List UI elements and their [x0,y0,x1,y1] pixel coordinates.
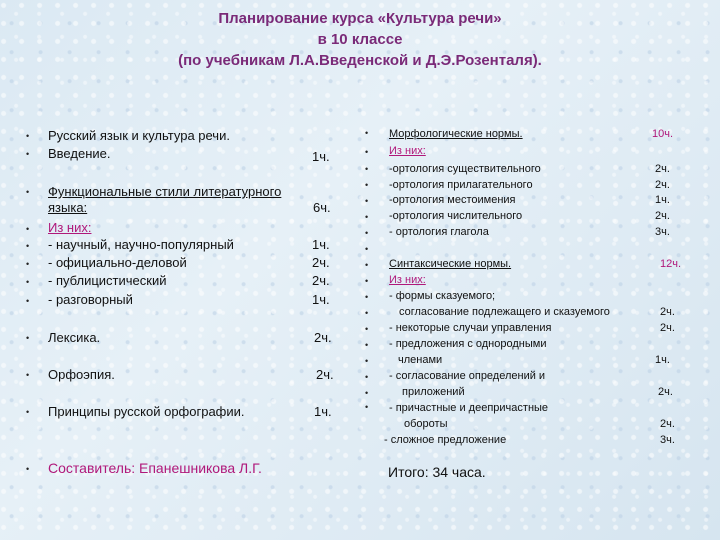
morph-item-4: -ортология числительного [389,210,523,222]
orfoepia-hours: 2ч. [316,367,334,382]
syntax-hours-4: 2ч. [658,386,673,398]
morph-item-2-hours: 2ч. [655,179,670,191]
page-title [0,8,720,71]
lexika-hours: 2ч. [314,330,332,345]
author: Составитель: Епанешникова Л.Г. [48,460,262,476]
bullet-icon: • [365,356,369,366]
bullet-icon: • [365,164,369,174]
syntax-line-6: - согласование определений и [389,370,546,382]
style-item-1: - научный, научно-популярный [48,237,234,252]
total: Итого: 34 часа. [388,464,486,480]
morph-item-3-hours: 1ч. [655,194,670,206]
syntax-hours-6: 3ч. [660,434,675,446]
bullet-icon: • [365,372,369,382]
morph-heading: Морфологические нормы. [389,128,523,140]
syntax-line-10: - сложное предложение [384,434,507,446]
bullet-icon: • [26,259,30,269]
syntax-hours-2: 2ч. [660,322,675,334]
syntax-heading: Синтаксические нормы. [389,258,512,270]
bullet-icon: • [26,149,30,159]
bullet-icon: • [365,260,369,270]
morph-item-1: -ортология существительного [389,163,541,175]
bullet-icon: • [365,324,369,334]
orfoepia-label: Орфоэпия. [48,367,115,382]
syntax-line-5: членами [398,354,443,366]
styles-hours: 6ч. [313,200,331,215]
style-item-2: - официально-деловой [48,255,187,270]
bullet-icon: • [365,276,369,286]
intro-line-1: Русский язык и культура речи. [48,128,230,143]
morph-hours: 10ч. [652,128,674,140]
morph-item-3: -ортология местоимения [389,194,516,206]
bullet-icon: • [26,407,30,417]
title-line-1: Планирование курса «Культура речи» [218,10,502,27]
lexika-label: Лексика. [48,330,101,345]
syntax-subheading: Из них: [389,274,426,286]
bullet-icon: • [365,388,369,398]
bullet-icon: • [365,128,369,138]
orfografia-hours: 1ч. [314,404,332,419]
bullet-icon: • [26,277,30,287]
bullet-icon: • [365,228,369,238]
morph-item-5: - ортология глагола [389,226,489,238]
style-item-1-hours: 1ч. [312,237,330,252]
morph-item-4-hours: 2ч. [655,210,670,222]
bullet-icon: • [365,147,369,157]
syntax-hours-3: 1ч. [655,354,670,366]
bullet-icon: • [26,464,30,474]
morph-item-1-hours: 2ч. [655,163,670,175]
bullet-icon: • [365,196,369,206]
styles-heading-2: языка: [48,200,88,215]
bullet-icon: • [365,340,369,350]
bullet-icon: • [26,333,30,343]
bullet-icon: • [26,370,30,380]
style-item-4-hours: 1ч. [312,292,330,307]
bullet-icon: • [26,296,30,306]
intro-line-2: Введение. [48,146,111,161]
syntax-line-7: приложений [402,386,465,398]
intro-hours: 1ч. [312,149,330,164]
syntax-line-3: - некоторые случаи управления [389,322,552,334]
styles-subheading: Из них: [48,220,92,235]
morph-subheading: Из них: [389,145,426,157]
orfografia-label: Принципы русской орфографии. [48,404,245,419]
style-item-3: - публицистический [48,273,167,288]
morph-item-5-hours: 3ч. [655,226,670,238]
syntax-line-4: - предложения с однородными [389,338,547,350]
bullet-icon: • [365,212,369,222]
title-line-3: (по учебникам Л.А.Введенской и Д.Э.Розенталя). [178,52,542,69]
styles-heading-1: Функциональные стили литературного [48,184,282,199]
morph-item-2: -ортология прилагательного [389,179,533,191]
bullet-icon: • [26,131,30,141]
title-line-2: в 10 классе [317,31,403,48]
syntax-line-2: согласование подлежащего и сказуемого [399,306,610,318]
syntax-line-1: - формы сказуемого; [389,290,496,302]
syntax-line-9: обороты [404,418,448,430]
bullet-icon: • [365,402,369,412]
bullet-icon: • [26,224,30,234]
style-item-4: - разговорный [48,292,133,307]
syntax-line-8: - причастные и деепричастные [389,402,549,414]
style-item-3-hours: 2ч. [312,273,330,288]
bullet-icon: • [365,292,369,302]
bullet-icon: • [365,244,369,254]
syntax-hours: 12ч. [660,258,682,270]
syntax-hours-1: 2ч. [660,306,675,318]
bullet-icon: • [365,180,369,190]
syntax-hours-5: 2ч. [660,418,675,430]
bullet-icon: • [26,187,30,197]
style-item-2-hours: 2ч. [312,255,330,270]
bullet-icon: • [365,308,369,318]
bullet-icon: • [26,241,30,251]
